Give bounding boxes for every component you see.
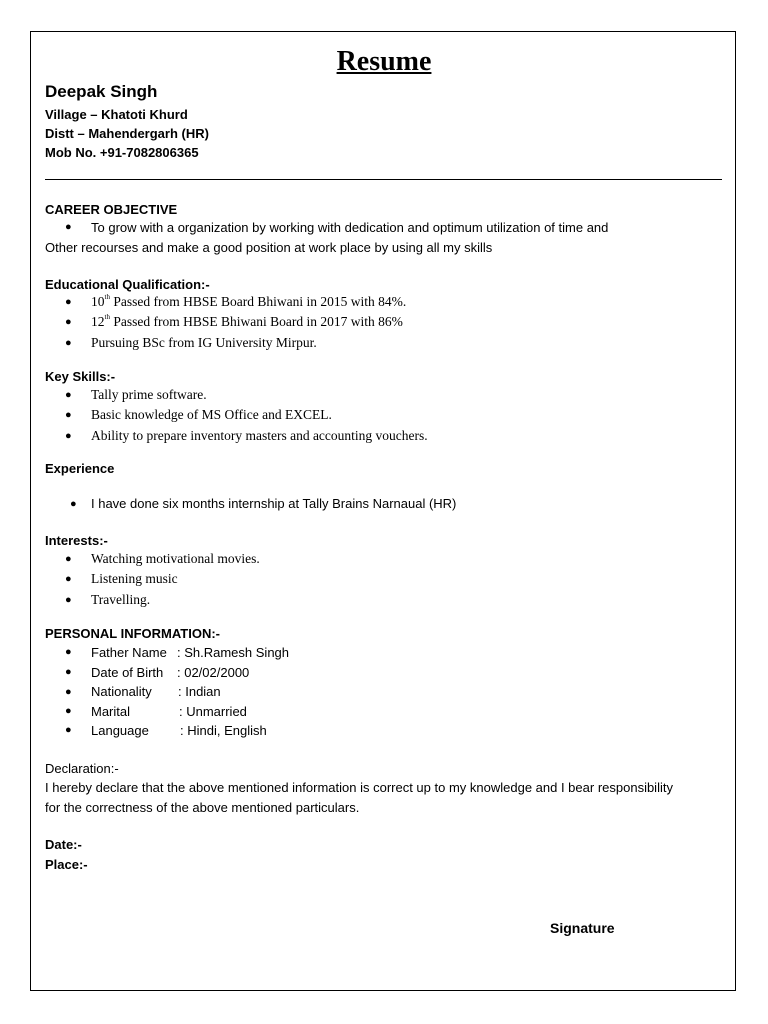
- declaration-heading: Declaration:-: [45, 761, 119, 776]
- education-item: 10th Passed from HBSE Board Bhiwani in 2015 with 84%.: [91, 293, 407, 309]
- career-objective-heading: CAREER OBJECTIVE: [45, 202, 178, 217]
- signature-label: Signature: [550, 920, 615, 936]
- bullet-icon: ●: [65, 705, 72, 717]
- bullet-icon: ●: [65, 389, 72, 401]
- personal-info-value: : Hindi, English: [180, 723, 267, 738]
- date-label: Date:-: [45, 837, 82, 852]
- bullet-icon: ●: [65, 573, 72, 585]
- personal-info-row: [91, 723, 267, 738]
- bullet-icon: ●: [65, 409, 72, 421]
- bullet-icon: ●: [65, 686, 72, 698]
- experience-heading: Experience: [45, 461, 115, 476]
- address-village: Village – Khatoti Khurd: [45, 107, 188, 122]
- education-item: Pursuing BSc from IG University Mirpur.: [91, 335, 317, 350]
- key-skills-heading: Key Skills:-: [45, 369, 116, 384]
- skill-item: Tally prime software.: [91, 387, 207, 402]
- personal-info-value: : Indian: [178, 684, 221, 699]
- bullet-icon: ●: [65, 724, 72, 736]
- education-heading: Educational Qualification:-: [45, 277, 210, 292]
- career-objective-line-1: To grow with a organization by working with dedication and optimum utilization of time and: [91, 220, 609, 235]
- personal-info-value: : Unmarried: [179, 704, 247, 719]
- personal-info-row: [91, 704, 247, 719]
- interest-item: Listening music: [91, 571, 178, 586]
- page-border: [30, 31, 736, 991]
- personal-info-key: Marital: [91, 704, 131, 719]
- declaration-line-1: I hereby declare that the above mentioned information is correct up to my knowledge and I bear responsibility: [45, 780, 673, 795]
- interests-heading: Interests:-: [45, 533, 108, 548]
- personal-info-value: : Sh.Ramesh Singh: [177, 645, 290, 660]
- personal-info-key: Father Name: [91, 645, 167, 660]
- bullet-icon: ●: [65, 296, 72, 308]
- interest-item: Watching motivational movies.: [91, 551, 260, 566]
- candidate-name: Deepak Singh: [45, 82, 158, 101]
- place-label: Place:-: [45, 857, 88, 872]
- resume-title: Resume: [336, 46, 432, 77]
- bullet-icon: ●: [65, 553, 72, 565]
- personal-info-row: [91, 684, 221, 699]
- personal-info-key: Language: [91, 723, 149, 738]
- career-objective-line-2: Other recourses and make a good position at work place by using all my skills: [45, 240, 493, 255]
- personal-info-row: [91, 665, 249, 680]
- bullet-icon: ●: [65, 646, 72, 658]
- interest-item: Travelling.: [91, 592, 151, 607]
- personal-info-heading: PERSONAL INFORMATION:-: [45, 626, 221, 641]
- bullet-icon: ●: [65, 594, 72, 606]
- bullet-icon: ●: [70, 498, 77, 510]
- bullet-icon: ●: [65, 337, 72, 349]
- experience-item: I have done six months internship at Tally Brains Narnaual (HR): [91, 496, 457, 511]
- address-district: Distt – Mahendergarh (HR): [45, 126, 209, 141]
- education-item: 12th Passed from HBSE Bhiwani Board in 2017 with 86%: [91, 313, 403, 329]
- header-divider: [45, 179, 722, 180]
- skill-item: Basic knowledge of MS Office and EXCEL.: [91, 407, 332, 422]
- personal-info-key: Date of Birth: [91, 665, 164, 680]
- mobile-number: Mob No. +91-7082806365: [45, 145, 199, 160]
- bullet-icon: ●: [65, 316, 72, 328]
- personal-info-row: [91, 645, 289, 660]
- declaration-line-2: for the correctness of the above mentioned particulars.: [45, 800, 360, 815]
- personal-info-value: : 02/02/2000: [177, 665, 250, 680]
- skill-item: Ability to prepare inventory masters and accounting vouchers.: [91, 428, 428, 443]
- bullet-icon: ●: [65, 666, 72, 678]
- bullet-icon: ●: [65, 221, 72, 233]
- bullet-icon: ●: [65, 430, 72, 442]
- personal-info-key: Nationality: [91, 684, 152, 699]
